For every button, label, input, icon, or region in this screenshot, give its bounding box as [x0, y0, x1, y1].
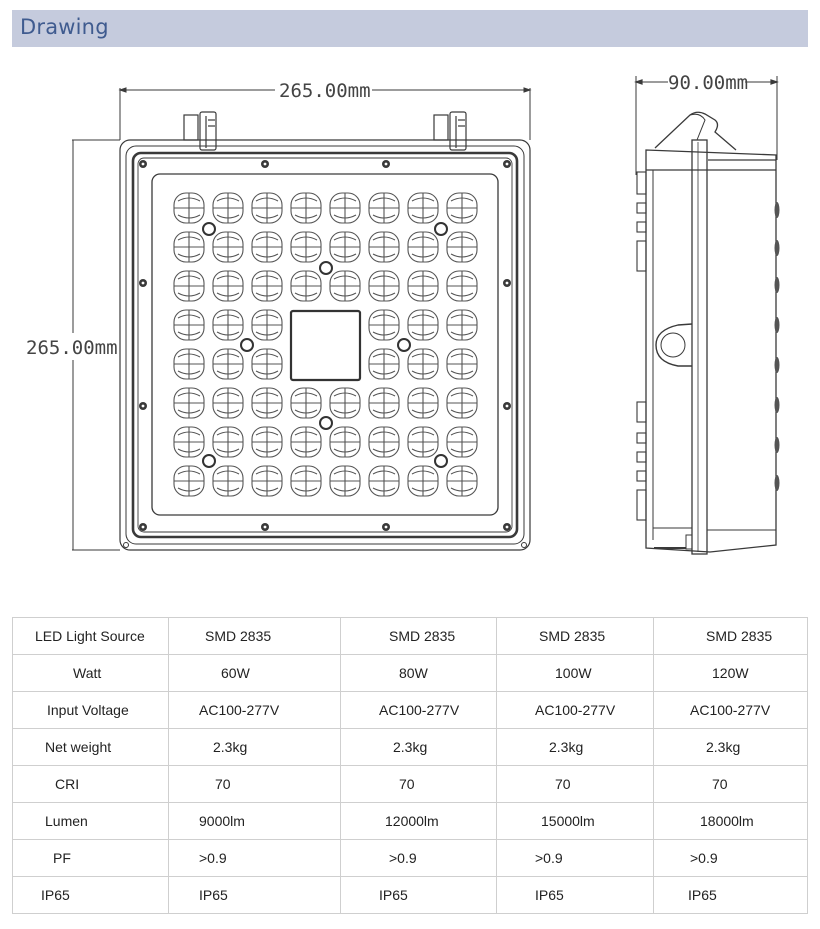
- mounting-bracket-right: [434, 112, 466, 150]
- heatsink-fins: [637, 172, 646, 520]
- spec-value: IP65: [654, 877, 808, 914]
- front-view: [26, 80, 530, 550]
- spec-value: 70: [654, 766, 808, 803]
- spec-value: 2.3kg: [654, 729, 808, 766]
- spec-value: 12000lm: [341, 803, 497, 840]
- spec-value: 9000lm: [169, 803, 341, 840]
- spec-value: 2.3kg: [341, 729, 497, 766]
- spec-value: 70: [341, 766, 497, 803]
- height-dimension-label: 265.00mm: [26, 337, 118, 359]
- spec-value: SMD 2835: [169, 618, 341, 655]
- lens-profile: [775, 202, 780, 491]
- spec-value: 2.3kg: [169, 729, 341, 766]
- spec-value: AC100-277V: [169, 692, 341, 729]
- side-view: [636, 72, 780, 554]
- width-dimension-label: 265.00mm: [279, 80, 371, 102]
- depth-dimension-label: 90.00mm: [668, 72, 749, 94]
- spec-value: AC100-277V: [654, 692, 808, 729]
- spec-value: IP65: [341, 877, 497, 914]
- spec-value: 120W: [654, 655, 808, 692]
- spec-value: IP65: [169, 877, 341, 914]
- mounting-bracket-left: [184, 112, 216, 150]
- section-header: [12, 10, 808, 47]
- spec-value: IP65: [497, 877, 654, 914]
- spec-row: [13, 766, 808, 803]
- spec-value: >0.9: [169, 840, 341, 877]
- spec-value: AC100-277V: [497, 692, 654, 729]
- spec-value: SMD 2835: [341, 618, 497, 655]
- spec-label: CRI: [13, 766, 169, 803]
- spec-value: 2.3kg: [497, 729, 654, 766]
- spec-value: AC100-277V: [341, 692, 497, 729]
- spec-value: SMD 2835: [654, 618, 808, 655]
- spec-row: [13, 803, 808, 840]
- spec-value: 60W: [169, 655, 341, 692]
- spec-row: [13, 618, 808, 655]
- spec-row: [13, 692, 808, 729]
- technical-drawing: [0, 50, 820, 610]
- spec-row: [13, 840, 808, 877]
- spec-label: Watt: [13, 655, 169, 692]
- spec-value: >0.9: [654, 840, 808, 877]
- spec-value: >0.9: [341, 840, 497, 877]
- spec-value: 80W: [341, 655, 497, 692]
- spec-label: Lumen: [13, 803, 169, 840]
- spec-label: Net weight: [13, 729, 169, 766]
- spec-label: Input Voltage: [13, 692, 169, 729]
- width-dimension: [120, 80, 530, 140]
- spec-row: [13, 877, 808, 914]
- spec-label: PF: [13, 840, 169, 877]
- spec-value: 70: [169, 766, 341, 803]
- spec-value: 70: [497, 766, 654, 803]
- section-title: Drawing: [20, 15, 109, 39]
- spec-value: SMD 2835: [497, 618, 654, 655]
- spec-value: 100W: [497, 655, 654, 692]
- spec-row: [13, 729, 808, 766]
- center-driver-cover: [291, 311, 360, 380]
- spec-label: IP65: [13, 877, 169, 914]
- spec-label: LED Light Source: [13, 618, 169, 655]
- spec-value: 15000lm: [497, 803, 654, 840]
- spec-value: 18000lm: [654, 803, 808, 840]
- spec-row: [13, 655, 808, 692]
- screws: [139, 160, 511, 531]
- led-lens-grid: [174, 193, 477, 496]
- spec-value: >0.9: [497, 840, 654, 877]
- height-dimension: [26, 140, 120, 550]
- specification-table: [12, 617, 808, 914]
